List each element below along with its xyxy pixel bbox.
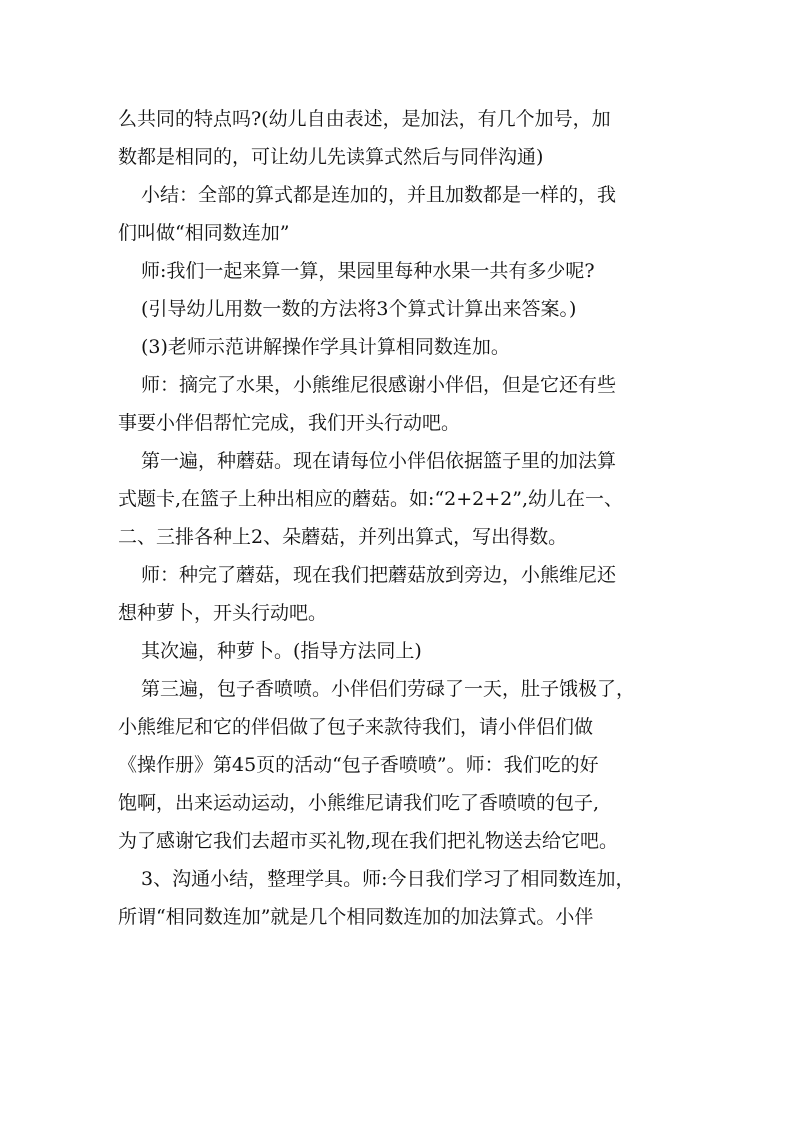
text-line: 为了感谢它我们去超市买礼物,现在我们把礼物送去给它吧。 — [118, 830, 619, 852]
text-line: (3)老师示范讲解操作学具计算相同数连加。 — [141, 336, 510, 358]
text-line: 3、沟通小结，整理学具。师:今日我们学习了相同数连加， — [141, 868, 635, 890]
text-line: 么共同的特点吗?(幼儿自由表述，是加法，有几个加号，加 — [118, 108, 611, 130]
text-line: 师：种完了蘑菇，现在我们把蘑菇放到旁边，小熊维尼还 — [141, 564, 617, 586]
text-line: 饱啊，出来运动运动，小熊维尼请我们吃了香喷喷的包子, — [118, 792, 600, 814]
document-body — [118, 100, 693, 936]
text-line: 想种萝卜，开头行动吧。 — [118, 602, 328, 624]
text-line: 小熊维尼和它的伴侣做了包子来款待我们，请小伴侣们做 — [118, 716, 594, 738]
text-line: 们叫做“相同数连加” — [118, 222, 290, 244]
text-line: 第三遍，包子香喷喷。小伴侣们劳碌了一天，肚子饿极了， — [141, 678, 636, 700]
text-line: (引导幼儿用数一数的方法将3个算式计算出来答案。) — [141, 298, 577, 320]
text-line: 小结：全部的算式都是连加的，并且加数都是一样的，我 — [141, 184, 617, 206]
text-line: 式题卡,在篮子上种出相应的蘑菇。如:“2+2+2”,幼儿在一、 — [118, 488, 624, 510]
text-line: 其次遍，种萝卜。(指导方法同上) — [141, 640, 422, 662]
text-line: 师:我们一起来算一算，果园里每种水果一共有多少呢? — [141, 260, 595, 282]
text-line: 事要小伴侣帮忙完成，我们开头行动吧。 — [118, 412, 461, 434]
text-line: 二、三排各种上2、朵蘑菇，并列出算式，写出得数。 — [118, 526, 568, 548]
text-line: 第一遍，种蘑菇。现在请每位小伴侣依据篮子里的加法算 — [141, 450, 617, 472]
text-line: 师：摘完了水果，小熊维尼很感谢小伴侣，但是它还有些 — [141, 374, 617, 396]
text-line: 所谓“相同数连加”就是几个相同数连加的加法算式。小伴 — [118, 906, 594, 928]
text-line: 数都是相同的，可让幼儿先读算式然后与同伴沟通) — [118, 146, 544, 168]
text-line: 《操作册》第45页的活动“包子香喷喷”。师：我们吃的好 — [118, 754, 599, 776]
